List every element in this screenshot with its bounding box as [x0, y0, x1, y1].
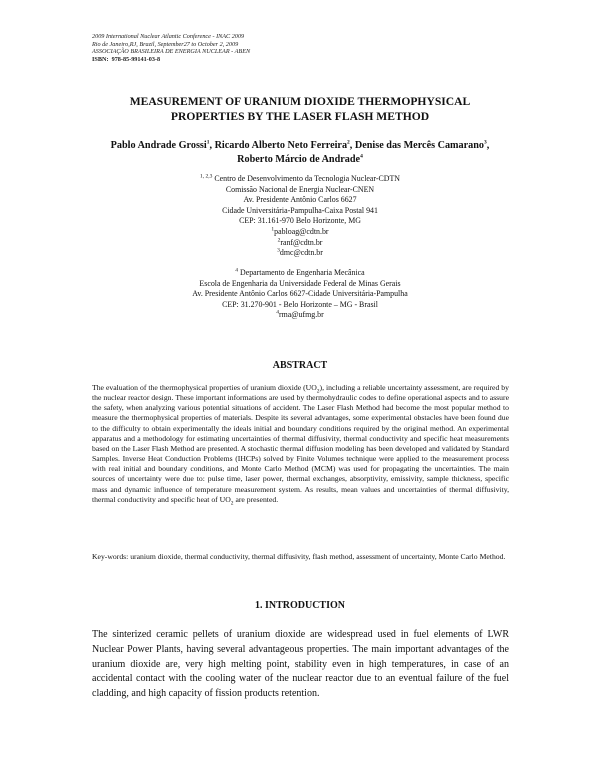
title-line-2: PROPERTIES BY THE LASER FLASH METHOD: [170, 110, 430, 123]
affiliation-line: CEP: 31.161-970 Belo Horizonte, MG: [239, 216, 361, 226]
email-line: [60, 238, 540, 249]
author-separator: ,: [209, 140, 215, 151]
affiliation-line: Centro de Desenvolvimento da Tecnologia Nuclear-CDTN: [214, 174, 400, 183]
abstract-heading: ABSTRACT: [272, 360, 328, 371]
conference-organizer: ASSOCIAÇÃO BRASILEIRA DE ENERGIA NUCLEAR - ABEN: [92, 48, 251, 56]
affiliation-line: Cidade Universitária-Pampulha-Caixa Postal 941: [222, 205, 378, 215]
paper-title: [60, 94, 540, 124]
email-mark: 1: [271, 226, 275, 233]
isbn-value: 978-85-99141-03-8: [111, 55, 161, 63]
affiliation-line: CEP: 31.270-901 - Belo Horizonte – MG - Brasil: [222, 299, 378, 309]
email-line: [60, 227, 540, 238]
email-line: [60, 310, 540, 321]
isbn-label: ISBN:: [92, 55, 109, 63]
keywords: Key-words: uranium dioxide, thermal conductivity, thermal diffusivity, flash method, assessment of uncertainty, Monte Carlo Method.: [92, 552, 506, 561]
email-line: [60, 248, 540, 259]
affiliation-line: Av. Presidente Antônio Carlos 6627: [243, 195, 357, 205]
email-address: rma@ufmg.br: [279, 310, 324, 320]
affiliation-line: Av. Presidente Antônio Carlos 6627-Cidade Universitária-Pampulha: [192, 289, 408, 299]
author-mark: 2: [347, 139, 350, 146]
abstract-text: The evaluation of the thermophysical properties of uranium dioxide (UO: [92, 383, 317, 392]
section-heading-introduction: 1. INTRODUCTION: [254, 600, 345, 611]
abstract-text: are presented.: [233, 494, 279, 504]
author-name: Ricardo Alberto Neto Ferreira: [214, 140, 348, 151]
email-mark: 2: [277, 236, 281, 243]
author-mark: 3: [484, 139, 487, 146]
email-address: dmc@cdtn.br: [279, 248, 323, 258]
email-address: pabloag@cdtn.br: [274, 226, 329, 236]
affiliation-mark: 4: [235, 267, 239, 274]
conference-name: 2009 International Nuclear Atlantic Conference - INAC 2009: [92, 33, 245, 40]
abstract-body: [92, 383, 509, 505]
author-mark: 4: [360, 153, 363, 160]
author-name: Pablo Andrade Grossi: [110, 140, 207, 151]
affiliation-cdtn: [60, 174, 540, 259]
isbn-line: [92, 56, 250, 64]
author-list: [60, 139, 540, 167]
conference-location: Rio de Janeiro,RJ, Brazil, September27 to October 2, 2009: [92, 40, 239, 48]
author-separator: ,: [349, 140, 355, 151]
email-mark: 3: [277, 247, 280, 254]
email-mark: 4: [276, 309, 279, 316]
author-mark: 1: [206, 139, 210, 146]
email-address: ranf@cdtn.br: [280, 237, 323, 247]
affiliation-line: Departamento de Engenharia Mecânica: [240, 268, 365, 277]
subscript: 2: [316, 388, 320, 395]
title-line-1: MEASUREMENT OF URANIUM DIOXIDE THERMOPHYSICAL: [129, 95, 471, 108]
abstract-text: ), including a reliable uncertainty assessment, are required by the nuclear reactor design. These important informations are used by thermohydraulic codes to define operational aspects and to assure the safety, when analyzing various potential situations of accident. The Laser Flash Method had become the most popular method to measure the thermophysical properties of materials. Despite its several advantages, some experimental obstacles have been found due to the difficulty to obtain experimentally the ideals initial and boundary conditions required by the original method. An experimental apparatus and a methodology for estimating uncertainties of thermal diffusivity, thermal conductivity and specific heat measurements based on the Laser Flash Method are presented. A stochastic thermal diffusion modeling has been developed and validated by Standard Samples. Inverse Heat Conduction Problems (IHCPs) solved by Finite Volumes technique were applied to the measurement process with real initial and boundary conditions, and Monte Carlo Method (MCM) was used for propagating the uncertainties. The main sources of uncertainty were due to: pulse time, laser power, thermal exchanges, absorptivity, emissivity, sample thickness, specific mass and dynamic influence of temperature measurement system. As results, mean values and uncertainties of thermal diffusivity, thermal conductivity and specific heat of UO: [92, 383, 509, 504]
affiliation-line: Comissão Nacional de Energia Nuclear-CNEN: [225, 184, 375, 194]
introduction-paragraph: The sinterized ceramic pellets of uranium dioxide are widespread used in fuel elements of LWR Nuclear Power Plants, having several advantageous properties. The main important advantages of the uranium dioxide are, very high melting point, stability even in high temperatures, in case of an accidental contact with the cooling water of the nuclear reactor due to an eventual failure of the fuel cladding, and high capacity of fission products retention.: [92, 629, 509, 700]
conference-header: [92, 33, 250, 63]
author-name: Denise das Mercês Camarano: [354, 140, 485, 151]
author-name: Roberto Márcio de Andrade: [237, 154, 361, 165]
affiliation-line: Escola de Engenharia da Universidade Federal de Minas Gerais: [199, 278, 401, 288]
affiliation-mark: 1, 2,3: [200, 173, 213, 180]
subscript: 2: [230, 500, 234, 507]
affiliation-ufmg: [60, 268, 540, 321]
author-separator: ,: [486, 140, 490, 151]
